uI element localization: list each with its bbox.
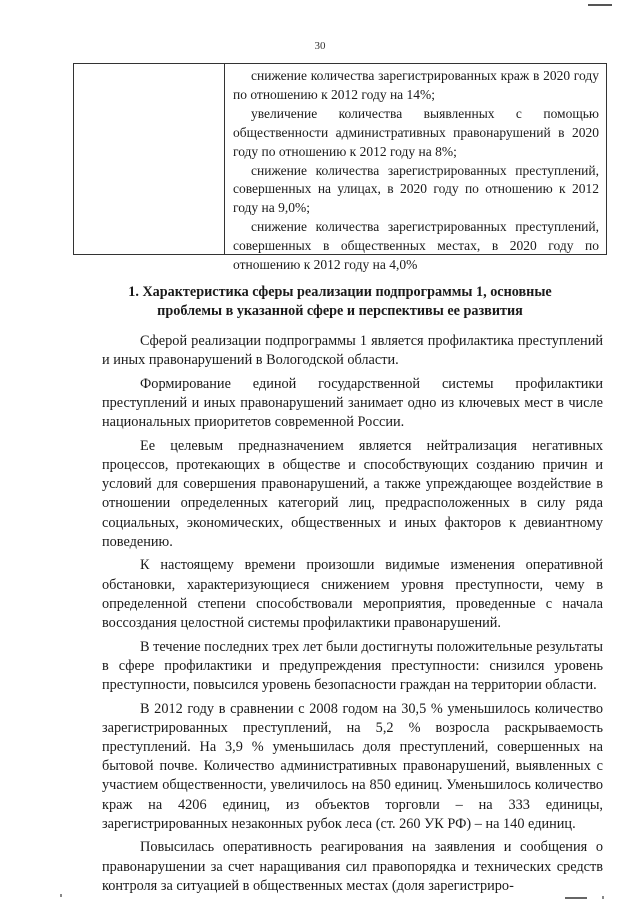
scan-artifact-top	[588, 4, 612, 6]
section-body	[102, 332, 603, 900]
body-paragraph: В 2012 году в сравнении с 2008 годом на 30,5 % уменьшилось количество зарегистрированных преступлений, на 5,2 % возросла раскрываемость преступлений. На 3,9 % уменьшилась доля преступлений, совершенных на бытовой почве. Количество административных правонарушений, выявленных с участием общественности, увеличилось на 850 единиц. Уменьшилось количество краж на 4206 единиц, из объектов торговли – на 333 единицы, зарегистрированных незаконных рубок леса (ст. 260 УК РФ) – на 140 единиц.	[102, 700, 603, 832]
table-cell-paragraph: увеличение количества выявленных с помощью общественности административных правонарушений в 2020 году по отношению к 2012 году на 8%;	[233, 105, 599, 159]
body-paragraph: Повысилась оперативность реагирования на заявления и сообщения о правонарушении за счет наращивания сил правопорядка и технических средств контроля за ситуацией в общественных местах (доля зарегистриро-	[102, 839, 603, 894]
section-heading-line: 1. Характеристика сферы реализации подпрограммы 1, основные	[128, 284, 552, 300]
table-cell-indicators	[233, 67, 599, 275]
table-cell-paragraph: снижение количества зарегистрированных краж в 2020 году по отношению к 2012 году на 14%;	[233, 68, 599, 102]
page-number: 30	[314, 40, 326, 52]
table-cell-paragraph: снижение количества зарегистрированных преступлений, совершенных в общественных местах, в 2020 году по отношению к 2012 году на 4,0%	[233, 219, 599, 273]
body-paragraph: В течение последних трех лет были достигнуты положительные результаты в сфере профилактики и предупреждения преступности: снизился уровень преступности, повысился уровень безопасности граждан на территории области.	[102, 638, 603, 694]
indicators-table	[73, 63, 607, 273]
section-heading	[100, 283, 580, 321]
body-paragraph: К настоящему времени произошли видимые изменения оперативной обстановки, характеризующиеся снижением уровня преступности, чему в определенной степени способствовали мероприятия, проведенные с начала воссоздания целостной системы профилактики правонарушений.	[102, 557, 603, 632]
section-heading-line: проблемы в указанной сфере и перспективы ее развития	[157, 303, 523, 319]
table-cell-paragraph: снижение количества зарегистрированных преступлений, совершенных на улицах, в 2020 году по отношению к 2012 году на 9,0%;	[233, 162, 599, 216]
body-paragraph: Формирование единой государственной системы профилактики преступлений и иных правонарушений занимает одно из ключевых мест в числе национальных приоритетов современной России.	[102, 375, 603, 431]
table-column-divider	[224, 64, 225, 254]
body-paragraph: Сферой реализации подпрограммы 1 является профилактика преступлений и иных правонарушений в Вологодской области.	[102, 333, 603, 369]
body-paragraph: Ее целевым предназначением является нейтрализация негативных процессов, протекающих в обществе и способствующих созданию причин и условий для совершения правонарушений, а также упреждающее воздействие в отношении определенных категорий лиц, предрасположенных в силу ряда социальных, экономических, общественных и иных факторов к девиантному поведению.	[102, 437, 603, 550]
scan-artifact-dot	[60, 894, 62, 897]
